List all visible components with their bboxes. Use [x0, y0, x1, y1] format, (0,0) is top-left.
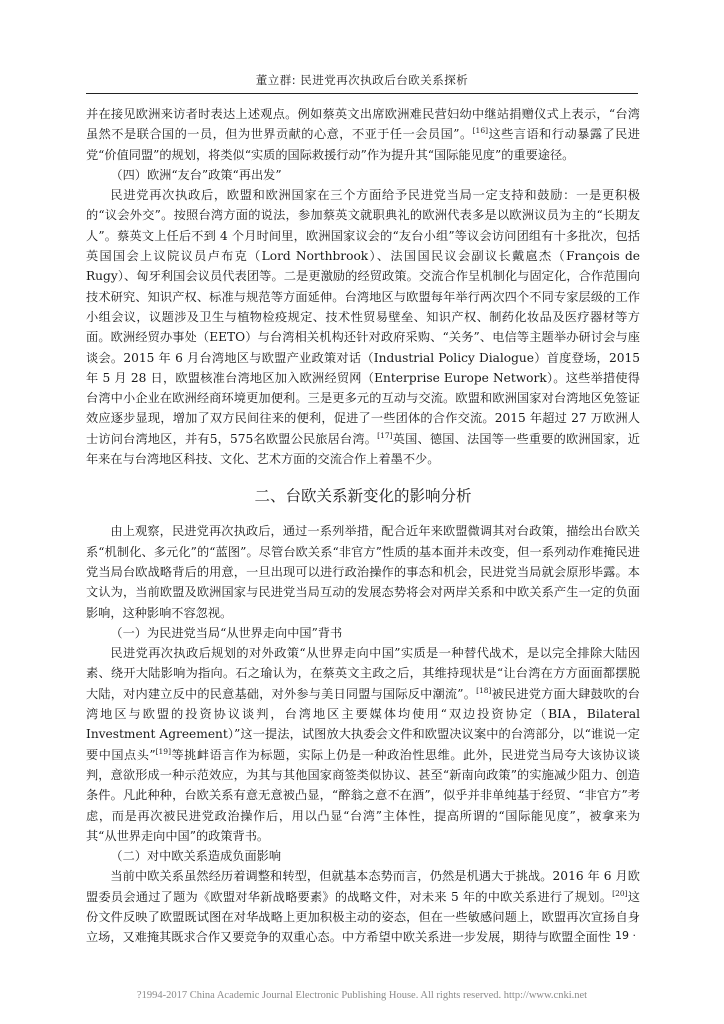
paragraph-world-to-china — [86, 643, 640, 846]
citation-16: [16] — [472, 126, 489, 136]
paragraph-text: 被民进党方面大肆鼓吹的台湾地区与欧盟的投资协议谈判，台湾地区主要媒体均使用“双边投资协定（BIA，Bilateral Investment Agreement）”这一提法，试图放大执委会文件和欧盟决议案中的台湾部分，以“谁说一定要中国点头” — [86, 686, 640, 762]
running-header — [86, 72, 638, 94]
subsection-heading-1 — [86, 623, 640, 643]
paragraph-text: 英国、德国、法国等一些重要的欧洲国家，近年来在与台湾地区科技、文化、艺术方面的交流合作上着墨不少。 — [86, 431, 640, 467]
running-title: 董立群: 民进党再次执政后台欧关系探析 — [255, 73, 469, 87]
subsection-title: （四）欧洲“友台”政策“再出发” — [110, 167, 282, 182]
paragraph-china-eu — [86, 866, 640, 947]
paragraph-text: 由上观察，民进党再次执政后，通过一系列举措，配合近年来欧盟微调其对台政策，描绘出台欧关系“机制化、多元化”的“蓝图”。尽管台欧关系“非官方”性质的基本面并未改变，但一系列动作难掩民进党当局台欧战略背后的用意，一旦出现可以进行政治操作的事态和机会，民进党当局就会原形毕露。本文认为，当前欧盟及欧洲国家与民进党当局互动的发展态势将会对两岸关系和中欧关系产生一定的负面影响，这种影响不容忽视。 — [86, 524, 640, 620]
paragraph-impact-intro — [86, 521, 640, 622]
citation-17: [17] — [377, 430, 393, 440]
paragraph-text: 当前中欧关系虽然经历着调整和转型，但就基本态势而言，仍然是机遇大于挑战。2016 年 6 月欧盟委员会通过了题为《欧盟对华新战略要素》的战略文件，对未来 5 年的中欧关系进行了规划。 — [86, 869, 640, 904]
paragraph-text: 民进党再次执政后，欧盟和欧洲国家在三个方面给予民进党当局一定支持和鼓励：一是更积极的“议会外交”。按照台湾方面的说法，参加蔡英文就职典礼的欧洲代表多是以欧洲议员为主的“长期友人”。蔡英文上任后不到 4 个月时间里，欧洲国家议会的“友台小组”等议会访问团组有十多批次，包括英国国会上议院议员卢布克（Lord Northbrook）、法国国民议会副议长戴扈杰（François de Rugy）、匈牙利国会议员代表团等。二是更激励的经贸政策。交流合作呈机制化与固定化，合作范围向技术研究、知识产权、标准与规范等方面延伸。台湾地区与欧盟每年举行两次四个不同专家层级的工作小组会议，议题涉及卫生与植物检疫规定、技术性贸易壁垒、知识产权、制药化妆品及医疗器材等方面。欧洲经贸办事处（EETO）与台湾相关机构还针对政府采购、“关务”、电信等主题举办研讨会与座谈会。2015 年 6 月台湾地区与欧盟产业政策对话（Industrial Policy Dialogue）首度登场，2015 年 5 月 28 日，欧盟核准台湾地区加入欧洲经贸网（Enterprise Europe Network）。这些举措使得台湾中小企业在欧洲经商环境更加便利。三是更多元的互动与交流。欧盟和欧洲国家对台湾地区免签证效应逐步显现，增加了双方民间往来的便利，促进了一些团体的合作交流。2015 年超过 27 万欧洲人士访问台湾地区，并有5，575名欧盟公民旅居台湾。 — [86, 188, 640, 446]
copyright-notice: ?1994-2017 China Academic Journal Electronic Publishing House. All rights reserved. http://www.cnki.net — [136, 990, 588, 1001]
subsection-title: （一）为民进党当局“从世界走向中国”背书 — [110, 625, 343, 640]
paragraph-continued — [86, 104, 640, 165]
citation-19: [19] — [155, 746, 172, 756]
subsection-heading-2 — [86, 846, 640, 866]
page-number: · 19 · — [608, 929, 636, 942]
article-body — [86, 104, 640, 948]
citation-18: [18] — [476, 685, 492, 695]
section-heading-2 — [86, 485, 640, 507]
paragraph-text: 民进党再次执政后规划的对外政策“从世界走向中国”实质是一种替代战术，是以完全排除大陆因素、绕开大陆影响为指向。石之瑜认为，在蔡英文主政之后，其维持现状是“让台湾在方方面面都摆脱大陆，对内建立反中的民意基础，对外参与美日同盟与国际反中潮流”。 — [86, 646, 640, 701]
paragraph-text: 这些言语和行动暴露了民进党“价值同盟”的规划，将类似“实质的国际救援行动”作为提升其“国际能见度”的重要途径。 — [86, 127, 640, 162]
paragraph-europe-support — [86, 185, 640, 469]
subsection-heading-4 — [86, 165, 640, 185]
citation-20: [20] — [612, 888, 628, 898]
paragraph-text: 并在接见欧洲来访者时表达上述观点。例如蔡英文出席欧洲难民营妇幼中继站捐赠仪式上表示，“台湾虽然不是联合国的一员，但为世界贡献的心意，不亚于任一会员国”。 — [86, 107, 640, 142]
subsection-title: （二）对中欧关系造成负面影响 — [110, 849, 282, 864]
section-title: 二、台欧关系新变化的影响分析 — [254, 487, 472, 506]
paragraph-text: 等挑衅语言作为标题，实际上仍是一种政治性思维。此外，民进党当局夸大该协议谈判，意欲形成一种示范效应，为其与其他国家商签类似协议、甚至“新南向政策”的实施减少阻力、创造条件。凡此种种，台欧关系有意无意被凸显，“醉翁之意不在酒”，似乎并非单纯基于经贸、“非官方”考虑，而是再次被民进党政治操作后，用以凸显“台湾”主体性，提高所谓的“国际能见度”，被拿来为其“从世界走向中国”的政策背书。 — [86, 747, 640, 843]
paragraph-text: 这份文件反映了欧盟既试图在对华战略上更加积极主动的姿态，但在一些敏感问题上，欧盟再次宣扬自身立场，又难掩其既求合作又要竞争的双重心态。中方希望中欧关系进一步发展，期待与欧盟全面性 — [86, 889, 640, 945]
